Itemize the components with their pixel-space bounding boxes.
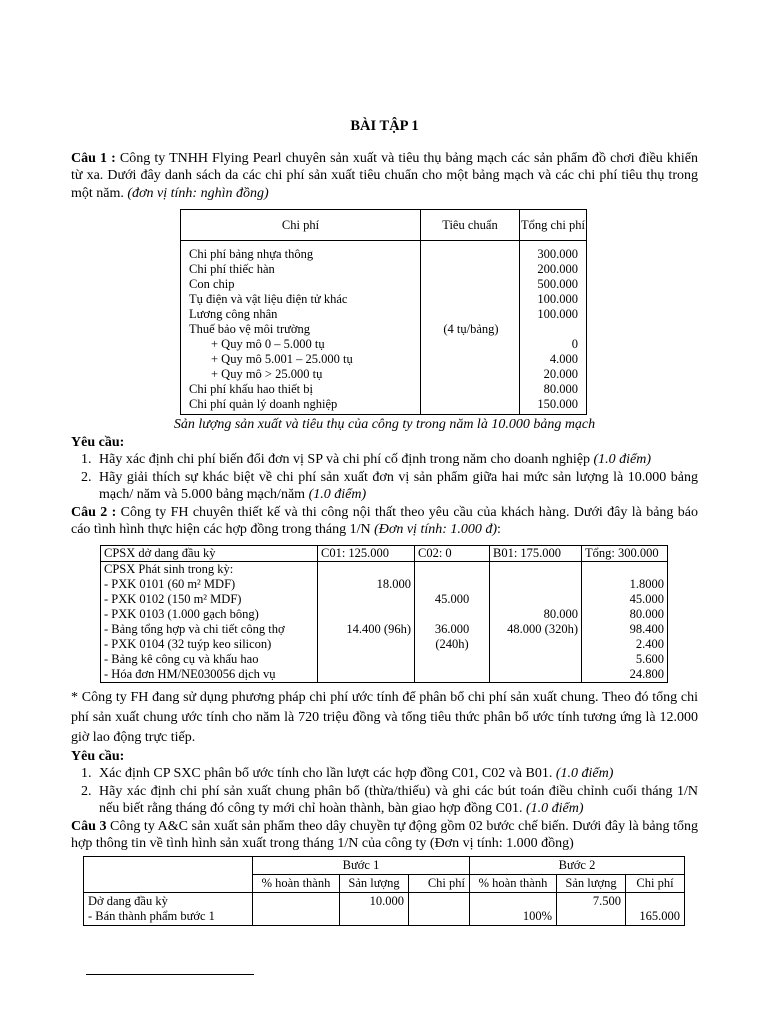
q1-row-value: 300.000 — [537, 247, 578, 261]
q1-header-total: Tổng chi phí — [520, 210, 587, 241]
q2-header-cell: C01: 125.000 — [318, 545, 415, 561]
q2-value: 36.000 — [434, 621, 470, 636]
q2-item: - PXK 0102 (150 m² MDF) — [104, 591, 242, 606]
q1-row-value: 500.000 — [537, 277, 578, 291]
q2-value: 14.400 (96h) — [346, 621, 411, 636]
q1-caption: Sản lượng sản xuất và tiêu thụ của công ty trong năm là 10.000 bảng mạch — [173, 417, 596, 432]
q3-text: Công ty A&C sản xuất sản phẩm theo dây chuyền tự động gồm 02 bước chế biến. Dưới đây là bảng tổng hợp thông tin về tình hình sản xuất trong tháng 1/N của công ty (Đơn vị tính: 1.000 đồng) — [71, 818, 698, 851]
q1-row-name: + Quy mô 5.001 – 25.000 tụ — [211, 352, 353, 366]
q2-value: 18.000 — [376, 576, 411, 591]
q3-row-label: Dở dang đầu kỳ — [88, 893, 168, 908]
q2-total: 1.8000 — [629, 576, 664, 591]
q1-header-standard: Tiêu chuẩn — [421, 210, 520, 241]
q2-requirements-label: Yêu cầu: — [71, 748, 125, 764]
q2-value: 80.000 — [543, 606, 578, 621]
q2-header-cell: Tổng: 300.000 — [582, 545, 668, 561]
requirement-score: (1.0 điểm) — [555, 766, 614, 781]
q3-value: 7.500 — [592, 893, 621, 908]
q2-table-header — [101, 545, 668, 561]
q1-requirements-label: Yêu cầu: — [71, 434, 125, 450]
q2-col-c01 — [318, 561, 415, 682]
q3-subheader: Sản lượng — [340, 874, 409, 892]
q3-value: 165.000 — [639, 908, 680, 923]
q2-requirements-list — [71, 765, 698, 818]
q1-standard-cell: (4 tụ/bảng) — [421, 241, 520, 415]
q1-row-value: 200.000 — [537, 262, 578, 276]
footnote-separator — [86, 974, 254, 975]
q2-value: 45.000 — [434, 591, 470, 606]
requirement-text: Hãy xác định chi phí sản xuất chung phân bổ (thừa/thiếu) và ghi các bút toán điều chỉnh cuối tháng 1/N nếu biết rằng tháng đó công ty mới chỉ hoàn thành, bàn giao hợp đồng C01. — [99, 783, 698, 816]
q3-step2-header: Bước 2 — [470, 856, 685, 874]
q2-item: CPSX Phát sinh trong kỳ: — [104, 561, 234, 576]
document-page — [71, 118, 698, 926]
q2-total: 2.400 — [635, 636, 664, 651]
q1-row-name: Chi phí quản lý doanh nghiệp — [189, 397, 338, 411]
q3-subheader: Chi phí — [409, 874, 470, 892]
q2-label: Câu 2 : — [71, 504, 117, 520]
requirement-text: Hãy giải thích sự khác biệt về chi phí sản xuất đơn vị sản phẩm giữa hai mức sản lượng là 10.000 bảng mạch/ năm và 5.000 bảng mạch/năm — [99, 469, 698, 502]
q2-item: - PXK 0103 (1.000 gạch bông) — [104, 606, 259, 621]
q1-row-name: Tụ điện và vật liệu điện tử khác — [189, 292, 348, 306]
q2-total: 80.000 — [629, 606, 664, 621]
q1-row-value: 20.000 — [543, 367, 578, 381]
q2-col-total — [582, 561, 668, 682]
q1-row-name: Chi phí bảng nhựa thông — [189, 247, 314, 261]
q1-label: Câu 1 : — [71, 150, 116, 166]
q2-col-c02 — [415, 561, 490, 682]
q3-row-label: - Bán thành phẩm bước 1 — [88, 908, 215, 923]
q1-cost-names — [181, 241, 421, 415]
q1-row-name: Chi phí thiếc hàn — [189, 262, 275, 276]
q2-total: 45.000 — [629, 591, 664, 606]
q3-value: 100% — [522, 908, 552, 923]
q2-total: 98.400 — [629, 621, 664, 636]
q1-text: Công ty TNHH Flying Pearl chuyên sản xuất và tiêu thụ bảng mạch các sản phẩm đồ chơi điều khiển từ xa. Dưới đây danh sách da các chi phí sản xuất tiêu chuẩn cho một bảng mạch và các chi phí tiêu thụ trong một năm. — [71, 150, 699, 201]
q1-row-value: 80.000 — [543, 382, 578, 396]
q3-corner-cell — [84, 856, 253, 892]
q3-subheader: Chi phí — [626, 874, 685, 892]
q1-cost-table — [180, 209, 587, 415]
q1-requirement — [95, 451, 698, 469]
q3-production-table — [83, 856, 685, 926]
q1-row-value: 150.000 — [537, 397, 578, 411]
q2-value: (240h) — [435, 636, 469, 651]
requirement-score: (1.0 điểm) — [525, 801, 584, 816]
q1-row-name: Lương công nhân — [189, 307, 278, 321]
q2-item: - Bảng tổng hợp và chi tiết công thợ — [104, 621, 285, 636]
q2-item: - Hóa đơn HM/NE030056 dịch vụ — [104, 666, 276, 681]
q3-label: Câu 3 — [71, 818, 107, 834]
q3-step1-header: Bước 1 — [253, 856, 470, 874]
q1-table-body — [181, 241, 587, 415]
q2-requirement — [95, 765, 698, 783]
q3-row-labels — [84, 892, 253, 925]
q2-total: 24.800 — [629, 666, 664, 681]
q3-table-steps-row — [84, 856, 685, 874]
q1-row-name: Con chip — [189, 277, 235, 291]
q2-note: * Công ty FH đang sử dụng phương pháp chi phí ước tính để phân bổ chi phí sản xuất chung. Theo đó tổng chi phí sản xuất chung ước tính cho năm là 720 triệu đồng và tổng tiêu thức phân bổ ước tính tương ứng là 12.000 giờ lao động trực tiếp. — [71, 689, 698, 745]
q1-row-name: + Quy mô 0 – 5.000 tụ — [211, 337, 325, 351]
q2-item: - PXK 0101 (60 m² MDF) — [104, 576, 236, 591]
q3-subheader: % hoàn thành — [470, 874, 557, 892]
q2-intro: Câu 2 : Công ty FH chuyên thiết kế và thi công nội thất theo yêu cầu của khách hàng. Dưới đây là bảng báo cáo tình hình thực hiện các hợp đồng trong tháng 1/N (Đơn vị tính: 1.000 đ): — [71, 504, 698, 537]
q1-intro — [71, 150, 698, 203]
q3-intro — [71, 818, 698, 853]
requirement-text: Xác định CP SXC phân bổ ước tính cho lần lượt các hợp đồng C01, C02 và B01. — [99, 766, 556, 781]
q3-cell — [626, 892, 685, 925]
q1-row-name: Thuế bảo vệ môi trường — [189, 322, 310, 336]
q2-text: Công ty FH chuyên thiết kế và thi công nội thất theo yêu cầu của khách hàng. Dưới đây là bảng báo cáo tình hình thực hiện các hợp đồng trong tháng 1/N — [71, 504, 698, 537]
q3-cell — [340, 892, 409, 925]
q3-subheader: Sản lượng — [557, 874, 626, 892]
q1-row-value — [528, 322, 578, 337]
q2-item: - Bảng kê công cụ và khấu hao — [104, 651, 259, 666]
q1-cost-values — [520, 241, 587, 415]
page-title: BÀI TẬP 1 — [350, 118, 419, 134]
q1-row-name: + Quy mô > 25.000 tụ — [211, 367, 323, 381]
q1-requirement — [95, 469, 698, 504]
requirement-score: (1.0 điểm) — [308, 487, 367, 502]
q1-requirements-list — [71, 451, 698, 504]
q2-contract-table — [100, 545, 668, 683]
q1-row-value: 100.000 — [537, 307, 578, 321]
q1-row-name: Chi phí khấu hao thiết bị — [189, 382, 313, 396]
q3-cell — [557, 892, 626, 925]
q1-header-cost: Chi phí — [181, 210, 421, 241]
requirement-score: (1.0 điểm) — [593, 452, 652, 467]
q2-header-cell: B01: 175.000 — [490, 545, 582, 561]
q2-total: 5.600 — [635, 651, 664, 666]
q3-subheader: % hoàn thành — [253, 874, 340, 892]
q3-cell — [253, 892, 340, 925]
q1-row-value: 100.000 — [537, 292, 578, 306]
q1-unit: (đơn vị tính: nghìn đồng) — [127, 185, 269, 201]
q3-value: 10.000 — [369, 893, 404, 908]
q1-row-value: 0 — [571, 337, 578, 351]
q2-header-cell: C02: 0 — [415, 545, 490, 561]
q2-col-items — [101, 561, 318, 682]
q1-row-value: 4.000 — [549, 352, 578, 366]
q3-data-rows — [84, 892, 685, 925]
q3-cell — [470, 892, 557, 925]
q2-value: 48.000 (320h) — [507, 621, 578, 636]
q3-cell — [409, 892, 470, 925]
q2-requirement — [95, 783, 698, 818]
q1-table-header — [181, 210, 587, 241]
requirement-text: Hãy xác định chi phí biến đổi đơn vị SP và chi phí cố định trong năm cho doanh nghiệp — [99, 452, 594, 467]
q2-header-cell: CPSX dở dang đầu kỳ — [101, 545, 318, 561]
q2-col-b01 — [490, 561, 582, 682]
q2-item: - PXK 0104 (32 tuýp keo silicon) — [104, 636, 272, 651]
q2-unit: (Đơn vị tính: 1.000 đ) — [374, 522, 498, 537]
q2-table-body — [101, 561, 668, 682]
